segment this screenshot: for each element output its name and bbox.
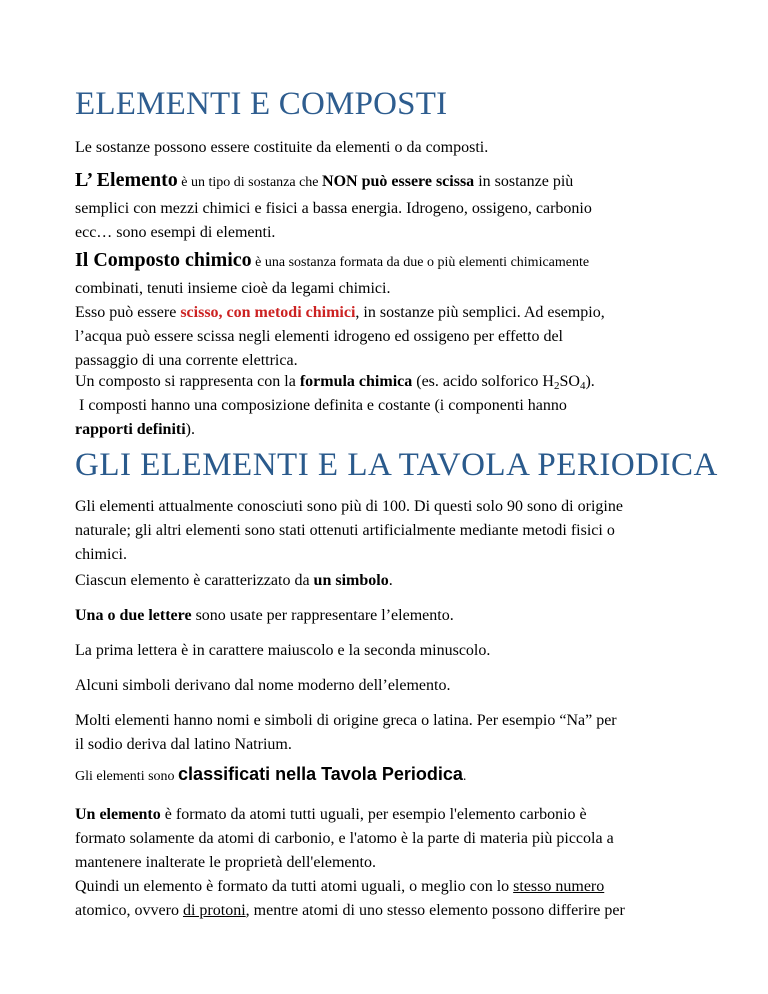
elemento-paragraph: L’ Elemento è un tipo di sostanza che NON può essere scissa in sostanze più semplici con mezzi chimici e fisici a bassa energia. Idrogeno, ossigeno, carbonio ecc… sono esempi di elementi. bbox=[75, 169, 592, 241]
elemento-term: L’ Elemento bbox=[75, 169, 178, 191]
cento-elementi-paragraph: Gli elementi attualmente conosciuti sono più di 100. Di questi solo 90 sono di origine naturale; gli altri elementi sono stati ottenuti artificialmente mediante metodi fisici o chimici. bbox=[75, 498, 623, 563]
heading-tavola-periodica: GLI ELEMENTI E LA TAVOLA PERIODICA bbox=[75, 447, 718, 483]
heading-elementi-e-composti: ELEMENTI E COMPOSTI bbox=[75, 86, 448, 122]
atomi-paragraph: Un elemento è formato da atomi tutti uguali, per esempio l'elemento carbonio è formato solamente da atomi di carbonio, e l'atomo è la parte di materia più piccola a mantenere inalterate le proprietà dell'elemento. Quindi un elemento è formato da tutti atomi uguali, o meglio con lo stesso numero atomico, ovvero di protoni, mentre atomi di uno stesso elemento possono differire per bbox=[75, 806, 625, 919]
composto-term: Il Composto chimico bbox=[75, 249, 252, 271]
highlight-scisso: scisso, con metodi chimici bbox=[180, 304, 356, 321]
formula-paragraph: Un composto si rappresenta con la formula chimica (es. acido solforico $H_2SO_4$). I composti hanno una composizione definita e costante (i componenti hanno rapporti definiti). bbox=[75, 373, 595, 438]
composto-paragraph: Il Composto chimico è una sostanza formata da due o più elementi chimicamente combinati, tenuti insieme cioè da legami chimici. Esso può essere scisso, con metodi chimici, in sostanze più semplici. Ad esempio, l’acqua può essere scissa negli elementi idrogeno ed ossigeno per effetto del passaggio di una corrente elettrica. bbox=[75, 249, 605, 369]
lettere-paragraph: Una o due lettere sono usate per rappresentare l’elemento. bbox=[75, 607, 454, 624]
simbolo-paragraph: Ciascun elemento è caratterizzato da un simbolo. bbox=[75, 572, 393, 589]
classificati-paragraph: Gli elementi sono classificati nella Tavola Periodica. bbox=[75, 764, 467, 784]
moderno-paragraph: Alcuni simboli derivano dal nome moderno dell’elemento. bbox=[75, 677, 451, 694]
maiuscolo-paragraph: La prima lettera è in carattere maiuscolo e la seconda minuscolo. bbox=[75, 642, 491, 659]
greca-latina-paragraph: Molti elementi hanno nomi e simboli di origine greca o latina. Per esempio “Na” per il sodio deriva dal latino Natrium. bbox=[75, 712, 617, 753]
tavola-periodica-highlight: classificati nella Tavola Periodica bbox=[178, 764, 463, 784]
intro-paragraph: Le sostanze possono essere costituite da elementi o da composti. bbox=[75, 139, 489, 156]
